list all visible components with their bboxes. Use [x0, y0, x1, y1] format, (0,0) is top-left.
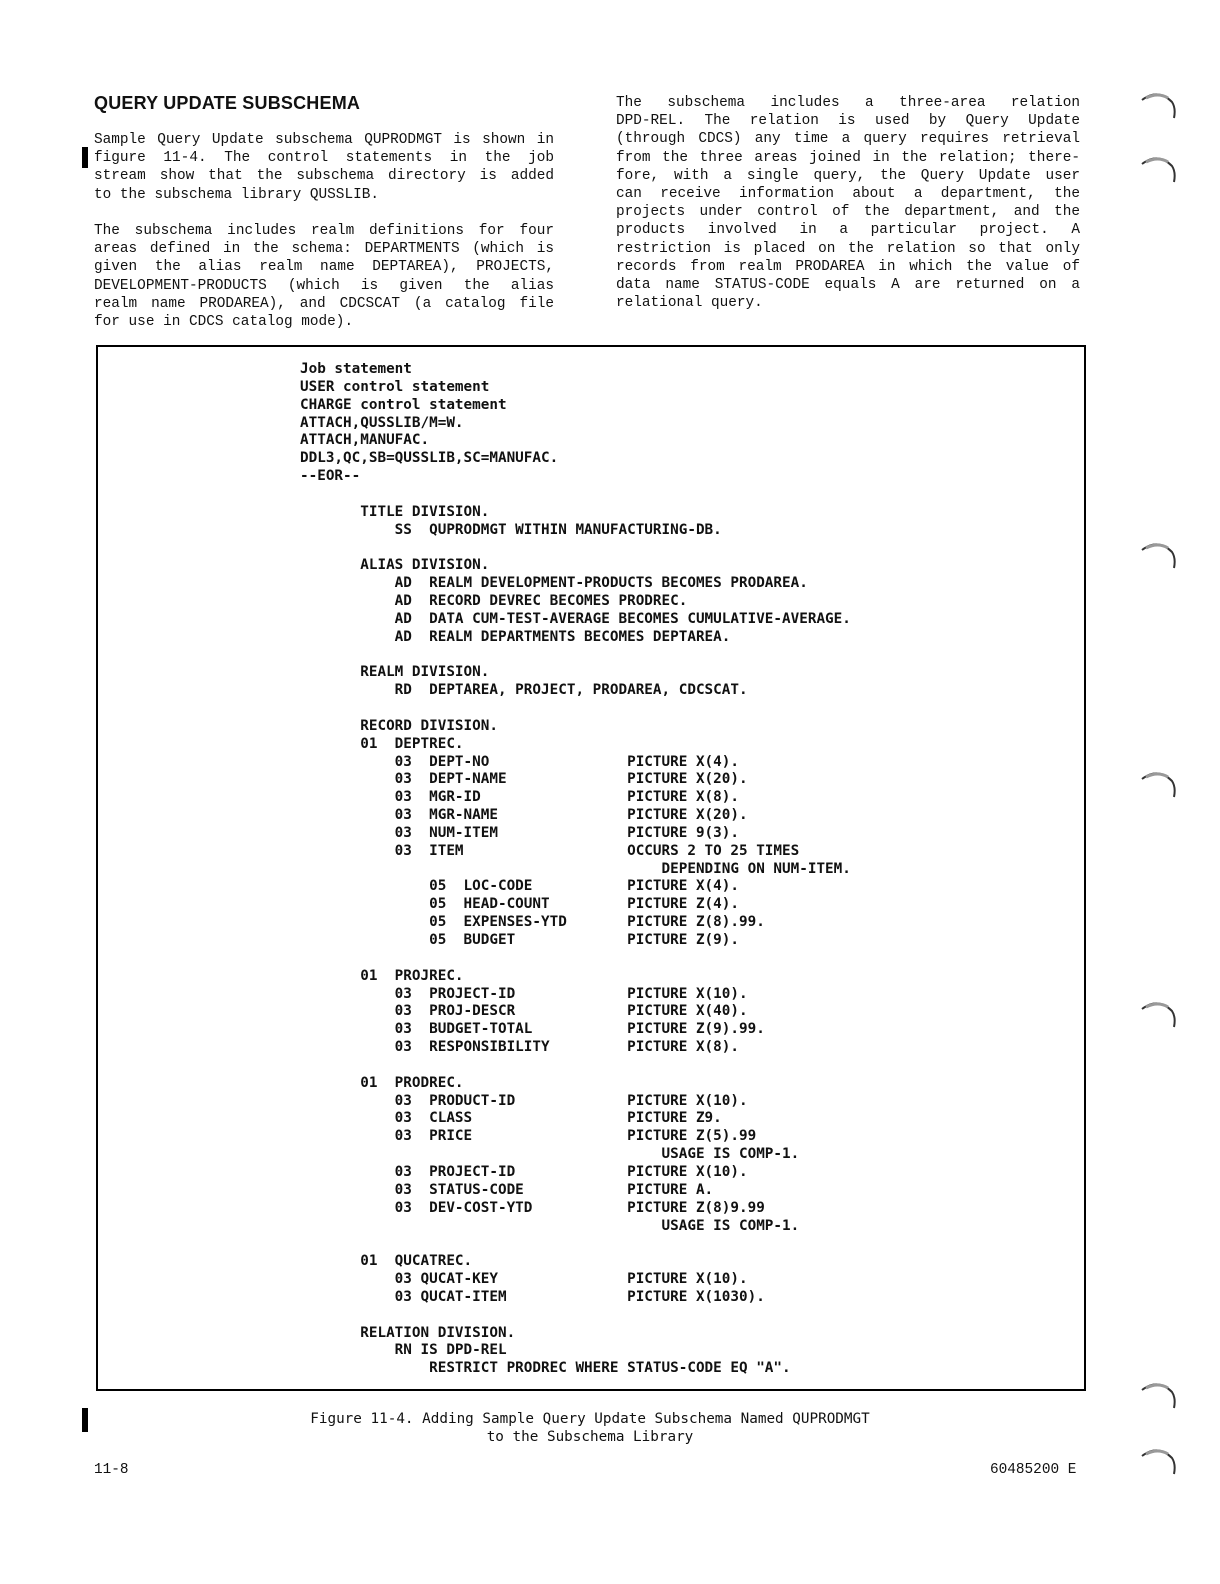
text-line: DPD-REL. The relation is used by Query Update	[616, 113, 1080, 130]
code-line: 01 PRODREC.	[300, 1074, 464, 1091]
code-line: 01 DEPTREC.	[300, 735, 464, 752]
text-line: for use in CDCS catalog mode).	[94, 314, 354, 331]
code-line: 03 QUCAT-ITEM PICTURE X(1030).	[300, 1288, 765, 1305]
code-line: 03 PRICE PICTURE Z(5).99	[300, 1128, 757, 1145]
code-line: CHARGE control statement	[300, 396, 507, 413]
code-line: 05 HEAD-COUNT PICTURE Z(4).	[300, 896, 739, 913]
code-line: USAGE IS COMP-1.	[300, 1217, 800, 1234]
code-line: 03 QUCAT-KEY PICTURE X(10).	[300, 1271, 748, 1288]
code-line: 05 LOC-CODE PICTURE X(4).	[300, 878, 739, 895]
text-line: The subschema includes realm definitions for four	[94, 223, 554, 239]
code-line: 03 PROJECT-ID PICTURE X(10).	[300, 985, 748, 1002]
left-paragraph-1	[94, 131, 554, 204]
change-bar	[82, 1408, 88, 1432]
code-line: Job statement	[300, 361, 412, 377]
binder-hole-icon	[1138, 152, 1180, 188]
code-line: USAGE IS COMP-1.	[300, 1146, 800, 1163]
text-line: areas defined in the schema: DEPARTMENTS (which is	[94, 241, 554, 258]
code-line: USER control statement	[300, 378, 490, 395]
text-line: DEVELOPMENT-PRODUCTS (which is given the alias	[94, 277, 554, 294]
code-line: 03 CLASS PICTURE Z9.	[300, 1110, 722, 1127]
text-line: (through CDCS) any time a query requires retrieval	[616, 131, 1080, 148]
code-line: AD REALM DEPARTMENTS BECOMES DEPTAREA.	[300, 628, 731, 645]
code-line: RN IS DPD-REL	[300, 1342, 507, 1359]
text-line: figure 11-4. The control statements in the job	[94, 150, 554, 167]
code-line: DEPENDING ON NUM-ITEM.	[300, 860, 851, 877]
text-line: data name STATUS-CODE equals A are returned on a	[616, 277, 1080, 294]
text-line: given the alias realm name DEPTAREA), PROJECTS,	[94, 259, 554, 276]
code-line: 03 DEV-COST-YTD PICTURE Z(8)9.99	[300, 1199, 765, 1216]
text-line: fore, with a single query, the Query Update user	[616, 167, 1080, 184]
code-line: 03 DEPT-NO PICTURE X(4).	[300, 753, 739, 770]
change-bar	[82, 147, 88, 168]
text-line: Sample Query Update subschema QUPRODMGT is shown in	[94, 132, 554, 148]
code-line: 03 STATUS-CODE PICTURE A.	[300, 1181, 714, 1198]
code-line: 03 PROJ-DESCR PICTURE X(40).	[300, 1003, 748, 1020]
code-line: 03 DEPT-NAME PICTURE X(20).	[300, 771, 748, 788]
text-line: can receive information about a department, the	[616, 186, 1080, 203]
section-heading: QUERY UPDATE SUBSCHEMA	[94, 93, 361, 113]
text-line: restriction is placed on the relation so that only	[616, 240, 1080, 257]
code-line: RD DEPTAREA, PROJECT, PRODAREA, CDCSCAT.	[300, 682, 748, 699]
text-line: to the subschema library QUSSLIB.	[94, 186, 379, 203]
code-line: 03 PROJECT-ID PICTURE X(10).	[300, 1163, 748, 1180]
code-line: 03 RESPONSIBILITY PICTURE X(8).	[300, 1039, 739, 1056]
figure-code-listing	[300, 361, 851, 1378]
code-line: SS QUPRODMGT WITHIN MANUFACTURING-DB.	[300, 521, 722, 538]
text-line: The subschema includes a three-area relation	[616, 95, 1080, 111]
text-line: stream show that the subschema directory is added	[94, 168, 554, 185]
code-line: 03 NUM-ITEM PICTURE 9(3).	[300, 824, 739, 841]
binder-hole-icon	[1138, 1378, 1180, 1414]
code-line: DDL3,QC,SB=QUSSLIB,SC=MANUFAC.	[300, 450, 559, 467]
code-line: 03 BUDGET-TOTAL PICTURE Z(9).99.	[300, 1021, 765, 1038]
code-line: ALIAS DIVISION.	[300, 557, 490, 574]
code-line: AD REALM DEVELOPMENT-PRODUCTS BECOMES PRODAREA.	[300, 575, 808, 592]
text-line: relational query.	[616, 295, 763, 312]
figure-caption	[260, 1410, 920, 1446]
code-line: 05 BUDGET PICTURE Z(9).	[300, 932, 739, 948]
code-line: AD DATA CUM-TEST-AVERAGE BECOMES CUMULATIVE-AVERAGE.	[300, 610, 851, 627]
code-line: 03 PRODUCT-ID PICTURE X(10).	[300, 1092, 748, 1109]
left-paragraph-2	[94, 222, 554, 331]
text-line: projects under control of the department, and the	[616, 204, 1080, 221]
right-paragraph-1	[616, 94, 1080, 312]
code-line: 01 QUCATREC.	[300, 1253, 473, 1270]
code-line: RESTRICT PRODREC WHERE STATUS-CODE EQ "A".	[300, 1360, 791, 1377]
document-number: 60485200 E	[990, 1462, 1077, 1478]
binder-hole-icon	[1138, 1444, 1180, 1480]
code-line: 05 EXPENSES-YTD PICTURE Z(8).99.	[300, 914, 765, 931]
page-number: 11-8	[94, 1462, 129, 1478]
code-line: ATTACH,QUSSLIB/M=W.	[300, 414, 464, 431]
code-line: 03 MGR-ID PICTURE X(8).	[300, 789, 739, 806]
code-line: 01 PROJREC.	[300, 967, 464, 984]
code-line: AD RECORD DEVREC BECOMES PRODREC.	[300, 592, 688, 609]
code-line: 03 MGR-NAME PICTURE X(20).	[300, 807, 748, 824]
text-line: records from realm PRODAREA in which the value of	[616, 258, 1080, 275]
binder-hole-icon	[1138, 997, 1180, 1033]
code-line: ATTACH,MANUFAC.	[300, 432, 430, 449]
code-line: REALM DIVISION.	[300, 664, 490, 681]
code-line: --EOR--	[300, 468, 361, 485]
binder-hole-icon	[1138, 88, 1180, 124]
text-line: products involved in a particular project. A	[616, 222, 1080, 239]
binder-hole-icon	[1138, 538, 1180, 574]
code-line: RECORD DIVISION.	[300, 717, 498, 734]
code-line: TITLE DIVISION.	[300, 503, 490, 520]
code-line: 03 ITEM OCCURS 2 TO 25 TIMES	[300, 842, 800, 859]
text-line: realm name PRODAREA), and CDCSCAT (a catalog file	[94, 295, 554, 312]
figure-caption-line-2: to the Subschema Library	[486, 1429, 694, 1445]
binder-hole-icon	[1138, 767, 1180, 803]
figure-caption-line-1: Figure 11-4. Adding Sample Query Update Subschema Named QUPRODMGT	[310, 1411, 870, 1427]
text-line: from the three areas joined in the relation; there-	[616, 149, 1080, 166]
code-line: RELATION DIVISION.	[300, 1324, 516, 1341]
